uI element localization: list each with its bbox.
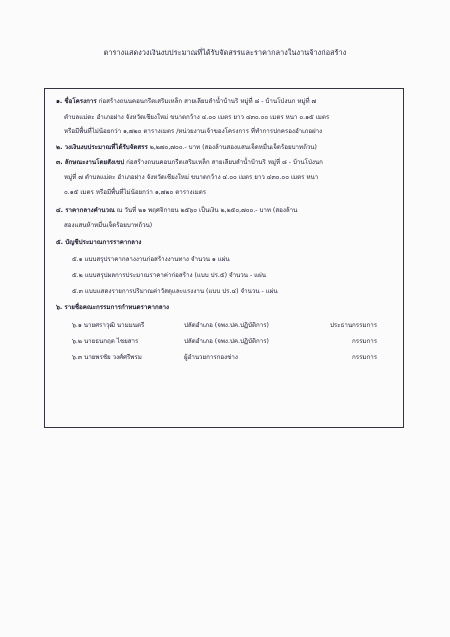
committee-row-1-role: ประธานกรรมการ [330,322,378,329]
document-heading: ตารางแสดงวงเงินงบประมาณที่ได้รับจัดสรรและราคากลางในงานจ้างก่อสร้าง [103,48,347,57]
committee-row-2-name: ๖.๒ นายธนกฤต ไชยสาร [72,338,139,345]
item-4 [56,207,297,215]
item-4-label: ๔. ราคากลางคำนวณ [56,207,115,214]
item-2-line-1: ๒,๒๗๐,๗๐๐.- บาท (สองล้านสองแสนเจ็ดหมื่นเจ็ดร้อยบาทถ้วน) [149,144,317,151]
item-4-line-1: ณ วันที่ ๒๑ พฤศจิกายน ๒๕๖๐ เป็นเงิน ๒,๒๕๐,๗๐๐.- บาท (สองล้าน [116,207,298,214]
committee-row-3-role: กรรมการ [352,354,378,361]
item-5-sub-3: ๕.๓ แบบแสดงรายการปริมาณค่าวัสดุและแรงงาน (แบบ ปร.๔) จำนวน - แผ่น [72,288,278,295]
item-1-line-3: หรือมีพื้นที่ไม่น้อยกว่า ๑,๗๒๐ ตารางเมตร /หน่วยงานเจ้าของโครงการ ที่ทำการปกครองอำเภอฝาง [64,128,323,135]
item-5-sub-1: ๕.๑ แบบสรุปราคากลางงานก่อสร้างงานทาง จำนวน ๑ แผ่น [72,256,230,263]
item-3-label: ๓. ลักษณะงานโดยสังเขป [56,159,125,166]
item-2-label: ๒. วงเงินงบประมาณที่ได้รับจัดสรร [56,144,148,151]
item-4-line-2: สองแสนห้าหมื่นเจ็ดร้อยบาทถ้วน) [64,222,153,229]
item-2 [56,144,317,152]
item-1-line-2: ตำบลแม่ตะ อำเภอฝาง จังหวัดเชียงใหม่ ขนาดกว้าง ๔.๐๐ เมตร ยาว ๔๓๐.๐๐ เมตร หนา ๐.๑๕ เมตร [64,114,330,121]
committee-row-3-name: ๖.๓ นายพรชัย วงศ์ศรีพรม [72,354,142,361]
committee-row-2-role: กรรมการ [352,338,378,345]
committee-row-1-position: ปลัดอำเภอ (จพง.ปค.ปฏิบัติการ) [184,322,269,329]
item-1-line-1: ก่อสร้างถนนคอนกรีตเสริมเหล็ก สายเลียบลำน้ำบ้านริ หมู่ที่ ๘ - บ้านโป่งนก หมู่ที่ ๗ [98,98,317,105]
item-1-label: ๑. ชื่อโครงการ [56,98,97,105]
item-1 [56,98,316,106]
committee-row-2-position: ปลัดอำเภอ (จพง.ปค.ปฏิบัติการ) [184,338,269,345]
item-3-line-3: ๐.๑๕ เมตร หรือมีพื้นที่ไม่น้อยกว่า ๑,๗๒๐ ตารางเมตร [64,189,207,196]
item-3-line-1: ก่อสร้างถนนคอนกรีตเสริมเหล็ก สายเลียบลำน้ำบ้านริ หมู่ที่ ๘ - บ้านโป่งนก [126,159,323,166]
committee-row-3-position: ผู้อำนวยการกองช่าง [184,354,238,361]
item-5-sub-2: ๕.๒ แบบสรุปผลการประมาณราคาค่าก่อสร้าง (แบบ ปร.๕) จำนวน - แผ่น [72,272,266,279]
item-6-label: ๖. รายชื่อคณะกรรมการกำหนดราคากลาง [56,304,169,311]
item-3 [56,159,323,167]
item-5-label: ๕. บัญชีประมาณการราคากลาง [56,239,142,246]
item-3-line-2: หมู่ที่ ๗ ตำบลแม่ตะ อำเภอฝาง จังหวัดเชียงใหม่ ขนาดกว้าง ๔.๐๐ เมตร ยาว ๔๓๐.๐๐ เมตร หนา [64,174,319,181]
committee-row-1-name: ๖.๑ นายศราวุฒิ นามมนตรี [72,322,145,329]
